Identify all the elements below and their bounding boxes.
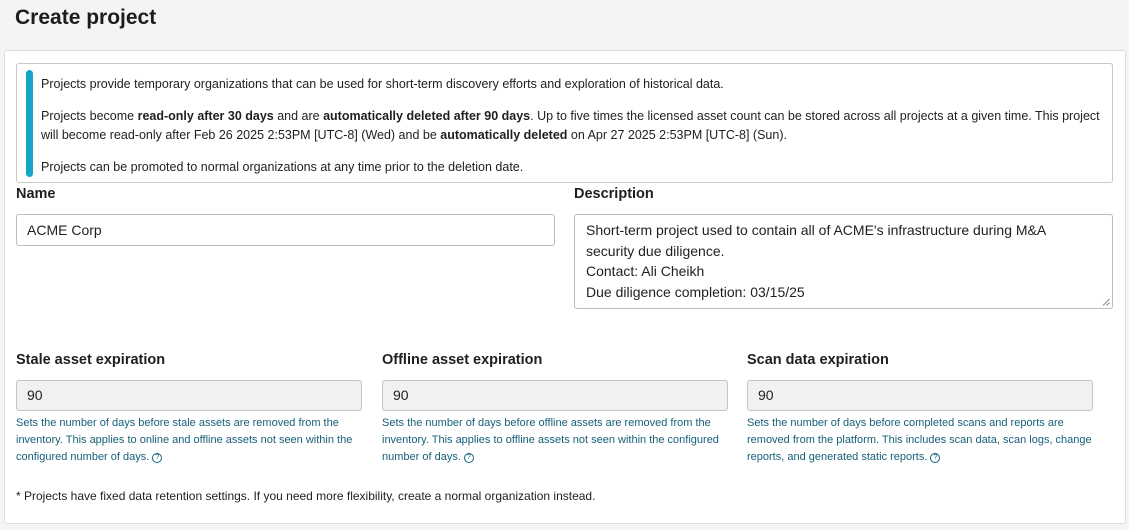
description-line: Short-term project used to contain all of ACME's infrastructure during M&A (586, 222, 1047, 238)
description-line: Due diligence completion: 03/15/25 (586, 283, 805, 300)
scan-data-input[interactable]: 90 (747, 380, 1093, 411)
description-label: Description (574, 186, 654, 202)
info-text-segment: and are (273, 109, 324, 123)
description-textarea[interactable] (574, 214, 1113, 309)
stale-asset-input[interactable]: 90 (16, 380, 362, 411)
name-input[interactable]: ACME Corp (16, 214, 555, 246)
auto-delete-emphasis: automatically deleted after 90 days (323, 109, 531, 123)
info-text (41, 75, 1101, 177)
info-accent-bar (26, 70, 33, 177)
info-callout (16, 63, 1113, 183)
stale-asset-help (16, 415, 366, 466)
description-line: security due diligence. (586, 242, 725, 259)
scan-data-help (747, 415, 1097, 466)
offline-asset-label: Offline asset expiration (382, 352, 543, 368)
info-paragraph-2 (41, 107, 1101, 145)
offline-asset-help (382, 415, 734, 466)
info-text-segment: on Apr 27 2025 2:53PM [UTC-8] (Sun). (567, 128, 787, 142)
create-project-form (4, 50, 1126, 524)
read-only-emphasis: read-only after 30 days (137, 109, 274, 123)
question-circle-icon[interactable]: ? (152, 453, 162, 463)
scan-data-help-text: Sets the number of days before completed scans and reports are removed from the platform. This includes scan data, scan logs, change reports, and generated static reports. (747, 417, 1092, 463)
offline-asset-help-text: Sets the number of days before offline assets are removed from the inventory. This applies to offline assets not seen within the configured number of days. (382, 417, 719, 463)
info-paragraph-1: Projects provide temporary organizations that can be used for short-term discovery efforts and exploration of historical data. (41, 77, 724, 91)
resize-handle-icon[interactable] (1102, 298, 1110, 306)
question-circle-icon[interactable]: ? (464, 453, 474, 463)
name-label: Name (16, 186, 56, 202)
question-circle-icon[interactable]: ? (930, 453, 940, 463)
info-text-segment: . Up to five times the licensed asset count can be stored across all projects at a given time. This project will become read-only after Feb 26 2025 2:53PM [UTC-8] (Wed) and be (41, 109, 1100, 142)
offline-asset-input[interactable]: 90 (382, 380, 728, 411)
retention-footnote: * Projects have fixed data retention settings. If you need more flexibility, create a normal organization instead. (16, 489, 596, 503)
stale-asset-label: Stale asset expiration (16, 352, 166, 368)
info-text-segment: Projects become (41, 109, 138, 123)
auto-delete-emphasis-2: automatically deleted (440, 128, 568, 142)
page-title: Create project (15, 6, 157, 29)
info-paragraph-3: Projects can be promoted to normal organizations at any time prior to the deletion date. (41, 160, 524, 174)
scan-data-label: Scan data expiration (747, 352, 889, 368)
stale-asset-help-text: Sets the number of days before stale assets are removed from the inventory. This applies to online and offline assets not seen within the configured number of days. (16, 417, 353, 463)
description-line: Contact: Ali Cheikh (586, 263, 705, 279)
